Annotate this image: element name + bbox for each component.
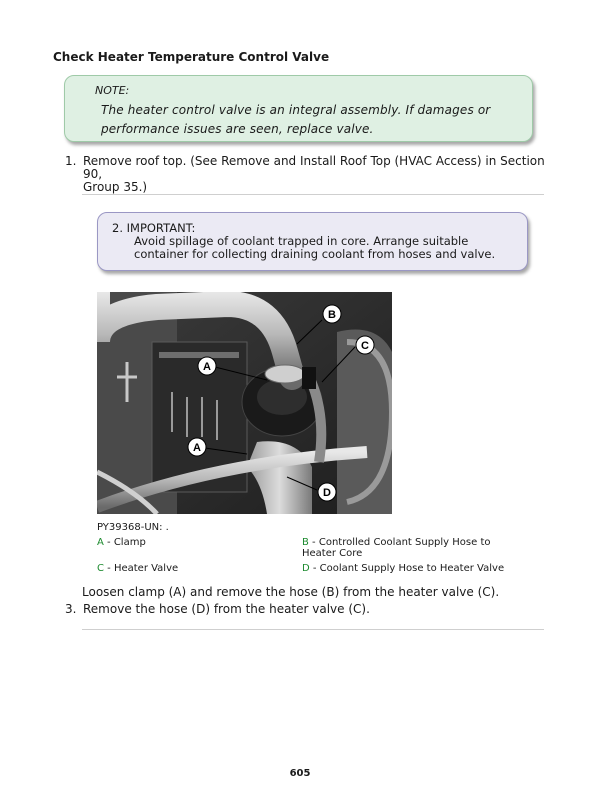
step-3 <box>65 603 555 617</box>
legend-key: C <box>97 563 104 574</box>
callout-a-label: A <box>193 442 201 454</box>
legend-sep: - <box>103 563 114 574</box>
divider <box>82 194 544 195</box>
legend-text: Heater Core <box>302 548 363 559</box>
legend-text: Coolant Supply Hose to Heater Valve <box>319 563 505 574</box>
note-line: The heater control valve is an integral assembly. If damages or <box>101 103 491 117</box>
note-heading: NOTE: <box>95 84 130 97</box>
step-text: Remove the hose (D) from the heater valve (C). <box>83 602 370 616</box>
callout-c <box>356 336 374 354</box>
legend-a <box>97 537 146 548</box>
divider <box>82 629 544 630</box>
legend-text: Controlled Coolant Supply Hose to <box>318 537 491 548</box>
legend-text: Heater Valve <box>113 563 179 574</box>
callout-c-label: C <box>361 340 369 352</box>
legend-text: Clamp <box>113 537 146 548</box>
step-number: 1. <box>65 154 77 168</box>
step-1 <box>65 154 555 194</box>
figure-caption: PY39368-UN: . <box>97 522 169 533</box>
note-box <box>64 75 533 142</box>
callout-d-label: D <box>323 487 331 499</box>
callout-b-label: B <box>328 309 336 321</box>
legend-key: B <box>302 537 309 548</box>
legend-key: D <box>302 563 310 574</box>
step-line: Group 35.) <box>83 180 148 194</box>
heater-valve-photo <box>97 292 392 514</box>
legend-d <box>302 563 504 574</box>
step-number: 3. <box>65 602 77 616</box>
legend-key: A <box>97 537 104 548</box>
step-text <box>83 155 555 194</box>
callout-a-lower <box>188 438 206 456</box>
important-line: container for collecting draining coolant from hoses and valve. <box>134 247 496 261</box>
important-box <box>97 212 528 271</box>
legend-b <box>302 537 490 559</box>
page-title: Check Heater Temperature Control Valve <box>53 50 330 64</box>
callout-a-upper <box>198 357 216 375</box>
callout-d <box>318 483 336 501</box>
legend-c <box>97 563 178 574</box>
legend-sep: - <box>103 537 114 548</box>
important-line: Avoid spillage of coolant trapped in core. Arrange suitable <box>134 234 469 248</box>
legend-sep: - <box>308 537 319 548</box>
step-line: Remove roof top. (See Remove and Install Roof Top (HVAC Access) in Section 90, <box>83 154 545 181</box>
page-number: 605 <box>289 768 311 779</box>
instruction-text: Loosen clamp (A) and remove the hose (B) from the heater valve (C). <box>82 585 500 599</box>
important-heading: 2. IMPORTANT: <box>112 221 196 235</box>
callout-b <box>323 305 341 323</box>
callout-a-label: A <box>203 361 211 373</box>
legend-sep: - <box>309 563 320 574</box>
note-body <box>95 101 516 139</box>
note-line: performance issues are seen, replace valve. <box>101 122 374 136</box>
important-body <box>112 235 517 261</box>
